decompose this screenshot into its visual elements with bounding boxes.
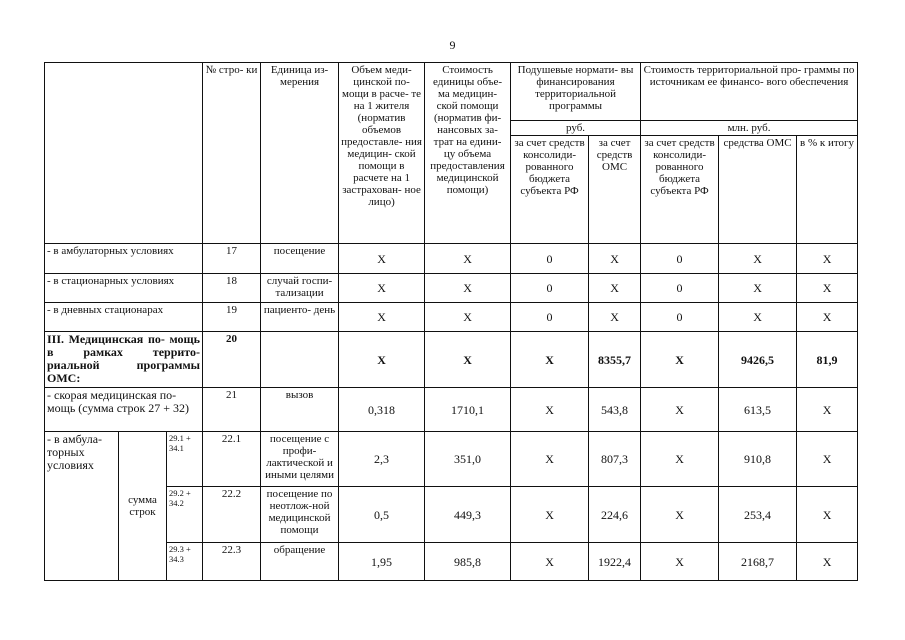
row-reference: 29.1 + 34.1 [167,432,203,487]
page-number: 9 [449,38,456,52]
financing-table [44,62,858,581]
header-row-number: № стро- ки [203,63,261,244]
cell-per-capita-oms: X [589,274,641,303]
row-number: 22.1 [203,432,261,487]
cell-per-capita-oms: 543,8 [589,388,641,432]
cell-program-oms: 910,8 [719,432,797,487]
cell-program-percent: X [797,388,858,432]
row-reference: 29.3 + 34.3 [167,543,203,581]
header-unit-cost: Стоимость единицы объе- ма медицин- ской помощи (норматив фи- нансовых за- трат на едини- цу объема предоставления медицинской помощи) [425,63,511,244]
cell-unit-cost: X [425,244,511,274]
table-row [45,543,858,581]
cell-program-oms: X [719,274,797,303]
header-program-budget: за счет средств консолиди- рованного бюджета субъекта РФ [641,136,719,244]
cell-per-capita-budget: X [511,432,589,487]
row-number: 22.2 [203,487,261,543]
header-program-oms: средства ОМС [719,136,797,244]
table-row [45,432,858,487]
cell-program-percent: X [797,244,858,274]
cell-per-capita-budget: X [511,388,589,432]
cell-program-oms: 253,4 [719,487,797,543]
cell-volume: 0,5 [339,487,425,543]
cell-unit-cost: 351,0 [425,432,511,487]
amb-group-label: - в амбула- торных условиях [45,432,119,581]
header-per-capita-oms: за счет средств ОМС [589,136,641,244]
header-rub: руб. [511,121,641,136]
row-number: 21 [203,388,261,432]
cell-per-capita-budget: 0 [511,274,589,303]
header-program-percent: в % к итогу [797,136,858,244]
cell-program-percent: X [797,543,858,581]
cell-volume: X [339,303,425,332]
cell-per-capita-oms: 807,3 [589,432,641,487]
cell-program-budget: 0 [641,303,719,332]
row-label: - в амбулаторных условиях [45,244,203,274]
cell-volume: 1,95 [339,543,425,581]
row-number: 19 [203,303,261,332]
row-unit: посещение [261,244,339,274]
cell-per-capita-budget: X [511,543,589,581]
cell-unit-cost: 985,8 [425,543,511,581]
cell-program-percent: 81,9 [797,332,858,388]
cell-unit-cost: X [425,332,511,388]
cell-unit-cost: 449,3 [425,487,511,543]
row-number: 17 [203,244,261,274]
row-unit: случай госпи- тализации [261,274,339,303]
header-program-cost: Стоимость территориальной про- граммы по источникам ее финансо- вого обеспечения [641,63,858,121]
cell-program-budget: X [641,543,719,581]
header-blank-cell [45,63,203,244]
cell-program-oms: X [719,303,797,332]
table-row [45,274,858,303]
sum-rows-label: сумма строк [119,432,167,581]
row-unit [261,332,339,388]
cell-program-budget: X [641,432,719,487]
cell-volume: X [339,332,425,388]
cell-volume: 2,3 [339,432,425,487]
cell-program-budget: 0 [641,244,719,274]
row-number: 20 [203,332,261,388]
table-row-section [45,332,858,388]
row-unit: обращение [261,543,339,581]
table-row [45,244,858,274]
cell-unit-cost: 1710,1 [425,388,511,432]
header-mln-rub: млн. руб. [641,121,858,136]
cell-unit-cost: X [425,274,511,303]
cell-per-capita-oms: X [589,303,641,332]
row-label: - в стационарных условиях [45,274,203,303]
header-per-capita-budget: за счет средств консолиди- рованного бюджета субъекта РФ [511,136,589,244]
cell-per-capita-oms: 8355,7 [589,332,641,388]
cell-volume: X [339,274,425,303]
table-row [45,487,858,543]
row-unit: пациенто- день [261,303,339,332]
header-volume: Объем меди- цинской по- мощи в расче- те на 1 жителя (норматив объемов предоставле- ния медицин- ской помощи в расчете на 1 застрахован- ное лицо) [339,63,425,244]
cell-volume: X [339,244,425,274]
table-row [45,303,858,332]
cell-per-capita-budget: 0 [511,244,589,274]
row-label: - в дневных стационарах [45,303,203,332]
cell-program-percent: X [797,487,858,543]
cell-per-capita-oms: 224,6 [589,487,641,543]
row-number: 22.3 [203,543,261,581]
row-reference: 29.2 + 34.2 [167,487,203,543]
cell-per-capita-oms: 1922,4 [589,543,641,581]
table-row [45,388,858,432]
cell-program-percent: X [797,303,858,332]
cell-program-budget: X [641,388,719,432]
cell-unit-cost: X [425,303,511,332]
cell-per-capita-budget: X [511,332,589,388]
cell-program-percent: X [797,274,858,303]
cell-per-capita-budget: X [511,487,589,543]
header-unit: Единица из- мерения [261,63,339,244]
row-unit: вызов [261,388,339,432]
section-label: III. Медицинская по- мощь в рамках террито- риальной программы ОМС: [45,332,203,388]
row-number: 18 [203,274,261,303]
cell-program-oms: 2168,7 [719,543,797,581]
row-label: - скорая медицинская по- мощь (сумма строк 27 + 32) [45,388,203,432]
cell-per-capita-budget: 0 [511,303,589,332]
cell-program-percent: X [797,432,858,487]
cell-program-budget: X [641,332,719,388]
cell-program-budget: 0 [641,274,719,303]
cell-per-capita-oms: X [589,244,641,274]
cell-program-oms: X [719,244,797,274]
cell-program-budget: X [641,487,719,543]
cell-program-oms: 9426,5 [719,332,797,388]
cell-program-oms: 613,5 [719,388,797,432]
cell-volume: 0,318 [339,388,425,432]
row-unit: посещение по неотлож-ной медицинской помощи [261,487,339,543]
row-unit: посещение с профи- лактической и иными целями [261,432,339,487]
header-per-capita: Подушевые нормати- вы финансирования территориальной программы [511,63,641,121]
